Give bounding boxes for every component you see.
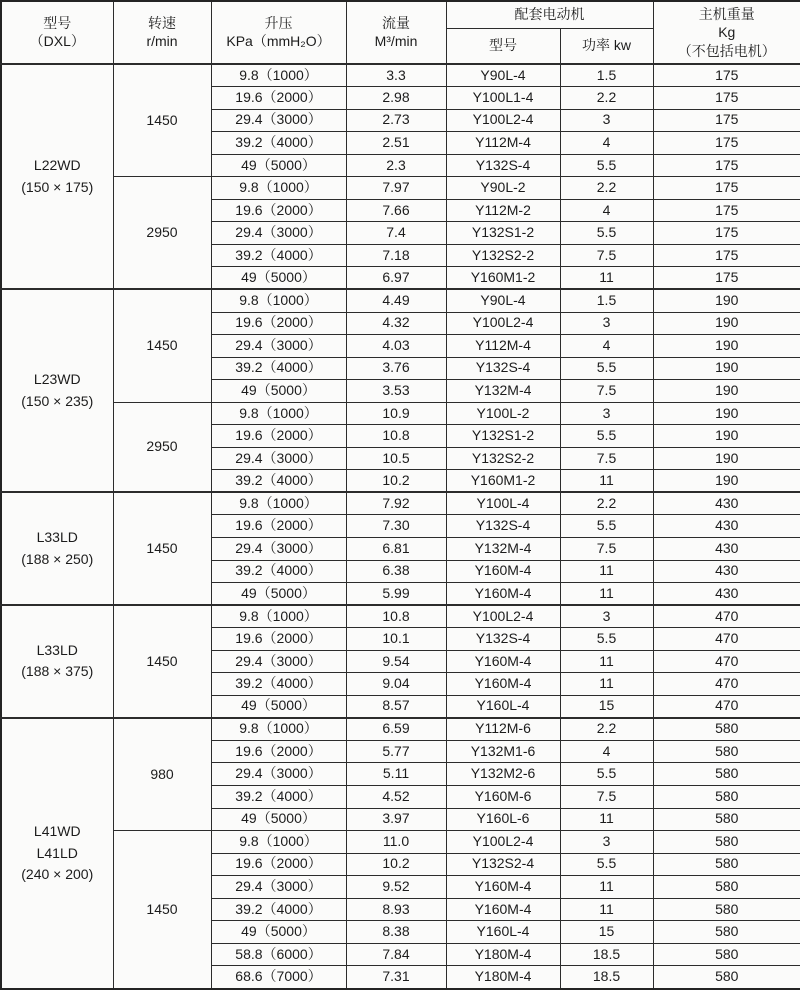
motor-power-cell: 11 [560,470,653,493]
flow-cell: 10.8 [346,425,446,448]
motor-power-cell: 11 [560,673,653,696]
speed-cell: 2950 [113,177,211,290]
motor-model-cell: Y100L2-4 [446,831,560,854]
weight-cell: 175 [653,132,800,155]
pressure-cell: 39.2（4000） [211,786,346,809]
model-name-line: L33LD [36,641,78,658]
weight-cell: 580 [653,831,800,854]
flow-cell: 7.18 [346,244,446,267]
weight-cell: 470 [653,695,800,718]
motor-model-cell: Y90L-4 [446,289,560,312]
motor-model-cell: Y160L-6 [446,808,560,831]
motor-model-cell: Y132M-4 [446,537,560,560]
motor-model-cell: Y100L1-4 [446,87,560,110]
model-cell [1,289,113,492]
motor-model-cell: Y132S2-2 [446,244,560,267]
spec-row [1,718,800,741]
weight-cell: 175 [653,64,800,87]
flow-cell: 2.3 [346,154,446,177]
weight-cell: 175 [653,199,800,222]
header-speed [113,1,211,64]
flow-cell: 10.5 [346,447,446,470]
pressure-cell: 29.4（3000） [211,650,346,673]
header-weight-line2: Kg [718,24,736,41]
motor-model-cell: Y160L-4 [446,695,560,718]
motor-model-cell: Y160M-4 [446,583,560,606]
header-model [1,1,113,64]
flow-cell: 2.73 [346,109,446,132]
spec-row [1,64,800,87]
flow-cell: 10.9 [346,402,446,425]
pressure-cell: 19.6（2000） [211,425,346,448]
pressure-cell: 9.8（1000） [211,718,346,741]
header-motor-group: 配套电动机 [446,1,653,28]
model-name-line: (188 × 375) [21,663,94,680]
motor-model-cell: Y132S-4 [446,357,560,380]
motor-power-cell: 2.2 [560,177,653,200]
motor-power-cell: 4 [560,335,653,358]
weight-cell: 175 [653,222,800,245]
motor-power-cell: 15 [560,695,653,718]
motor-model-cell: Y160M1-2 [446,267,560,290]
weight-cell: 580 [653,943,800,966]
motor-model-cell: Y180M-4 [446,966,560,989]
flow-cell: 7.84 [346,943,446,966]
flow-cell: 6.81 [346,537,446,560]
motor-power-cell: 1.5 [560,64,653,87]
speed-cell: 2950 [113,402,211,492]
weight-cell: 580 [653,853,800,876]
weight-cell: 175 [653,267,800,290]
flow-cell: 10.2 [346,470,446,493]
flow-cell: 2.98 [346,87,446,110]
pressure-cell: 29.4（3000） [211,222,346,245]
model-name-line: (188 × 250) [21,550,94,567]
header-pressure-line2: KPa（mmH₂O） [226,32,331,49]
flow-cell: 11.0 [346,831,446,854]
motor-model-cell: Y160M1-2 [446,470,560,493]
motor-model-cell: Y90L-2 [446,177,560,200]
spec-row [1,289,800,312]
motor-power-cell: 2.2 [560,718,653,741]
model-cell [1,605,113,718]
weight-cell: 175 [653,109,800,132]
motor-power-cell: 3 [560,605,653,628]
model-cell [1,718,113,989]
header-speed-line1: 转速 [148,14,176,31]
pressure-cell: 19.6（2000） [211,199,346,222]
motor-power-cell: 11 [560,560,653,583]
flow-cell: 8.93 [346,898,446,921]
weight-cell: 190 [653,335,800,358]
header-pressure-line1: 升压 [264,14,293,31]
motor-power-cell: 3 [560,109,653,132]
weight-cell: 580 [653,763,800,786]
weight-cell: 580 [653,718,800,741]
motor-power-cell: 4 [560,199,653,222]
spec-row [1,831,800,854]
weight-cell: 470 [653,673,800,696]
weight-cell: 175 [653,244,800,267]
pressure-cell: 29.4（3000） [211,109,346,132]
motor-power-cell: 5.5 [560,425,653,448]
pressure-cell: 29.4（3000） [211,876,346,899]
flow-cell: 7.4 [346,222,446,245]
motor-model-cell: Y90L-4 [446,64,560,87]
flow-cell: 2.51 [346,132,446,155]
header-weight-line3: （不包括电机） [677,42,776,59]
flow-cell: 7.30 [346,515,446,538]
speed-cell: 1450 [113,64,211,177]
pressure-cell: 58.8（6000） [211,943,346,966]
flow-cell: 7.66 [346,199,446,222]
flow-cell: 10.1 [346,628,446,651]
flow-cell: 8.38 [346,921,446,944]
motor-model-cell: Y100L-4 [446,492,560,515]
pressure-cell: 49（5000） [211,380,346,403]
weight-cell: 430 [653,583,800,606]
motor-model-cell: Y112M-4 [446,335,560,358]
flow-cell: 4.49 [346,289,446,312]
pressure-cell: 49（5000） [211,267,346,290]
motor-power-cell: 11 [560,808,653,831]
motor-model-cell: Y132S-4 [446,515,560,538]
pressure-cell: 39.2（4000） [211,673,346,696]
speed-cell: 1450 [113,605,211,718]
motor-power-cell: 7.5 [560,537,653,560]
motor-power-cell: 2.2 [560,492,653,515]
motor-power-cell: 11 [560,876,653,899]
motor-model-cell: Y100L-2 [446,402,560,425]
weight-cell: 470 [653,628,800,651]
motor-power-cell: 5.5 [560,763,653,786]
flow-cell: 8.57 [346,695,446,718]
motor-power-cell: 5.5 [560,628,653,651]
motor-model-cell: Y132S1-2 [446,222,560,245]
motor-power-cell: 7.5 [560,380,653,403]
model-name-line: L22WD [33,157,81,174]
weight-cell: 190 [653,470,800,493]
speed-cell: 1450 [113,831,211,989]
flow-cell: 9.04 [346,673,446,696]
weight-cell: 190 [653,357,800,380]
motor-model-cell: Y180M-4 [446,943,560,966]
flow-cell: 3.97 [346,808,446,831]
pressure-cell: 49（5000） [211,808,346,831]
spec-row [1,492,800,515]
pressure-cell: 19.6（2000） [211,740,346,763]
model-name-line: L33LD [36,529,78,546]
pressure-cell: 29.4（3000） [211,763,346,786]
motor-power-cell: 3 [560,402,653,425]
pressure-cell: 39.2（4000） [211,560,346,583]
spec-table-body [1,64,800,989]
weight-cell: 580 [653,786,800,809]
motor-power-cell: 15 [560,921,653,944]
pressure-cell: 39.2（4000） [211,470,346,493]
weight-cell: 190 [653,312,800,335]
weight-cell: 580 [653,876,800,899]
motor-power-cell: 5.5 [560,154,653,177]
weight-cell: 190 [653,425,800,448]
flow-cell: 9.54 [346,650,446,673]
pressure-cell: 19.6（2000） [211,853,346,876]
weight-cell: 470 [653,650,800,673]
motor-model-cell: Y132S-4 [446,154,560,177]
weight-cell: 580 [653,808,800,831]
flow-cell: 3.53 [346,380,446,403]
motor-model-cell: Y132S1-2 [446,425,560,448]
motor-model-cell: Y132M1-6 [446,740,560,763]
header-pressure [211,1,346,64]
motor-model-cell: Y132S2-2 [446,447,560,470]
motor-power-cell: 1.5 [560,289,653,312]
motor-model-cell: Y112M-4 [446,132,560,155]
motor-model-cell: Y100L2-4 [446,312,560,335]
flow-cell: 4.32 [346,312,446,335]
motor-power-cell: 11 [560,650,653,673]
pressure-cell: 9.8（1000） [211,402,346,425]
flow-cell: 6.97 [346,267,446,290]
flow-cell: 3.3 [346,64,446,87]
model-name-line: L41LD [36,844,78,861]
motor-model-cell: Y100L2-4 [446,109,560,132]
motor-power-cell: 7.5 [560,447,653,470]
spec-row [1,605,800,628]
pressure-cell: 68.6（7000） [211,966,346,989]
motor-power-cell: 11 [560,267,653,290]
header-motor-power: 功率 kw [560,28,653,64]
pressure-cell: 9.8（1000） [211,64,346,87]
table-header [1,1,800,64]
flow-cell: 7.97 [346,177,446,200]
flow-cell: 5.77 [346,740,446,763]
header-motor-model: 型号 [446,28,560,64]
motor-power-cell: 18.5 [560,966,653,989]
weight-cell: 175 [653,87,800,110]
flow-cell: 6.38 [346,560,446,583]
motor-model-cell: Y100L2-4 [446,605,560,628]
model-name-line: L41WD [33,822,81,839]
header-flow [346,1,446,64]
motor-model-cell: Y160L-4 [446,921,560,944]
motor-power-cell: 4 [560,740,653,763]
pressure-cell: 49（5000） [211,695,346,718]
weight-cell: 430 [653,492,800,515]
model-name-line: (150 × 235) [21,392,94,409]
motor-model-cell: Y112M-6 [446,718,560,741]
motor-model-cell: Y160M-4 [446,673,560,696]
weight-cell: 580 [653,740,800,763]
flow-cell: 7.31 [346,966,446,989]
weight-cell: 430 [653,515,800,538]
motor-model-cell: Y160M-6 [446,786,560,809]
pressure-cell: 19.6（2000） [211,87,346,110]
weight-cell: 190 [653,289,800,312]
flow-cell: 3.76 [346,357,446,380]
weight-cell: 190 [653,380,800,403]
pressure-cell: 49（5000） [211,921,346,944]
speed-cell: 1450 [113,289,211,402]
weight-cell: 430 [653,537,800,560]
motor-power-cell: 3 [560,312,653,335]
pressure-cell: 49（5000） [211,583,346,606]
weight-cell: 190 [653,447,800,470]
pressure-cell: 39.2（4000） [211,357,346,380]
motor-model-cell: Y160M-4 [446,898,560,921]
model-cell [1,64,113,289]
speed-cell: 980 [113,718,211,831]
weight-cell: 580 [653,966,800,989]
header-weight-line1: 主机重量 [698,6,755,23]
flow-cell: 4.52 [346,786,446,809]
motor-model-cell: Y132M2-6 [446,763,560,786]
pressure-cell: 9.8（1000） [211,492,346,515]
flow-cell: 10.8 [346,605,446,628]
weight-cell: 430 [653,560,800,583]
motor-model-cell: Y132M-4 [446,380,560,403]
motor-power-cell: 18.5 [560,943,653,966]
motor-model-cell: Y160M-4 [446,650,560,673]
weight-cell: 175 [653,154,800,177]
header-flow-line1: 流量 [382,14,410,31]
weight-cell: 175 [653,177,800,200]
motor-model-cell: Y132S-4 [446,628,560,651]
motor-power-cell: 7.5 [560,786,653,809]
spec-row [1,402,800,425]
motor-model-cell: Y132S2-4 [446,853,560,876]
flow-cell: 4.03 [346,335,446,358]
pressure-cell: 29.4（3000） [211,335,346,358]
motor-power-cell: 5.5 [560,853,653,876]
motor-model-cell: Y160M-4 [446,876,560,899]
pressure-cell: 29.4（3000） [211,447,346,470]
model-cell [1,492,113,605]
motor-power-cell: 7.5 [560,244,653,267]
header-speed-line2: r/min [146,32,178,49]
motor-model-cell: Y160M-4 [446,560,560,583]
flow-cell: 6.59 [346,718,446,741]
motor-power-cell: 5.5 [560,515,653,538]
motor-power-cell: 4 [560,132,653,155]
weight-cell: 580 [653,921,800,944]
model-name-line: (150 × 175) [21,178,94,195]
header-weight [653,1,800,64]
pressure-cell: 39.2（4000） [211,244,346,267]
weight-cell: 470 [653,605,800,628]
pressure-cell: 9.8（1000） [211,289,346,312]
motor-power-cell: 5.5 [560,357,653,380]
motor-power-cell: 5.5 [560,222,653,245]
flow-cell: 10.2 [346,853,446,876]
flow-cell: 7.92 [346,492,446,515]
motor-power-cell: 2.2 [560,87,653,110]
header-model-line2: （DXL） [29,32,85,49]
pressure-cell: 9.8（1000） [211,177,346,200]
weight-cell: 190 [653,402,800,425]
flow-cell: 9.52 [346,876,446,899]
flow-cell: 5.11 [346,763,446,786]
speed-cell: 1450 [113,492,211,605]
header-model-line1: 型号 [43,14,72,31]
header-flow-line2: M³/min [374,32,418,49]
flow-cell: 5.99 [346,583,446,606]
pressure-cell: 9.8（1000） [211,605,346,628]
pressure-cell: 39.2（4000） [211,132,346,155]
model-name-line: L23WD [33,371,81,388]
pressure-cell: 19.6（2000） [211,312,346,335]
pressure-cell: 19.6（2000） [211,628,346,651]
spec-row [1,177,800,200]
pressure-cell: 9.8（1000） [211,831,346,854]
pressure-cell: 19.6（2000） [211,515,346,538]
motor-power-cell: 3 [560,831,653,854]
pressure-cell: 49（5000） [211,154,346,177]
pressure-cell: 39.2（4000） [211,898,346,921]
motor-power-cell: 11 [560,898,653,921]
model-name-line: (240 × 200) [21,866,94,883]
motor-power-cell: 11 [560,583,653,606]
pressure-cell: 29.4（3000） [211,537,346,560]
motor-model-cell: Y112M-2 [446,199,560,222]
weight-cell: 580 [653,898,800,921]
